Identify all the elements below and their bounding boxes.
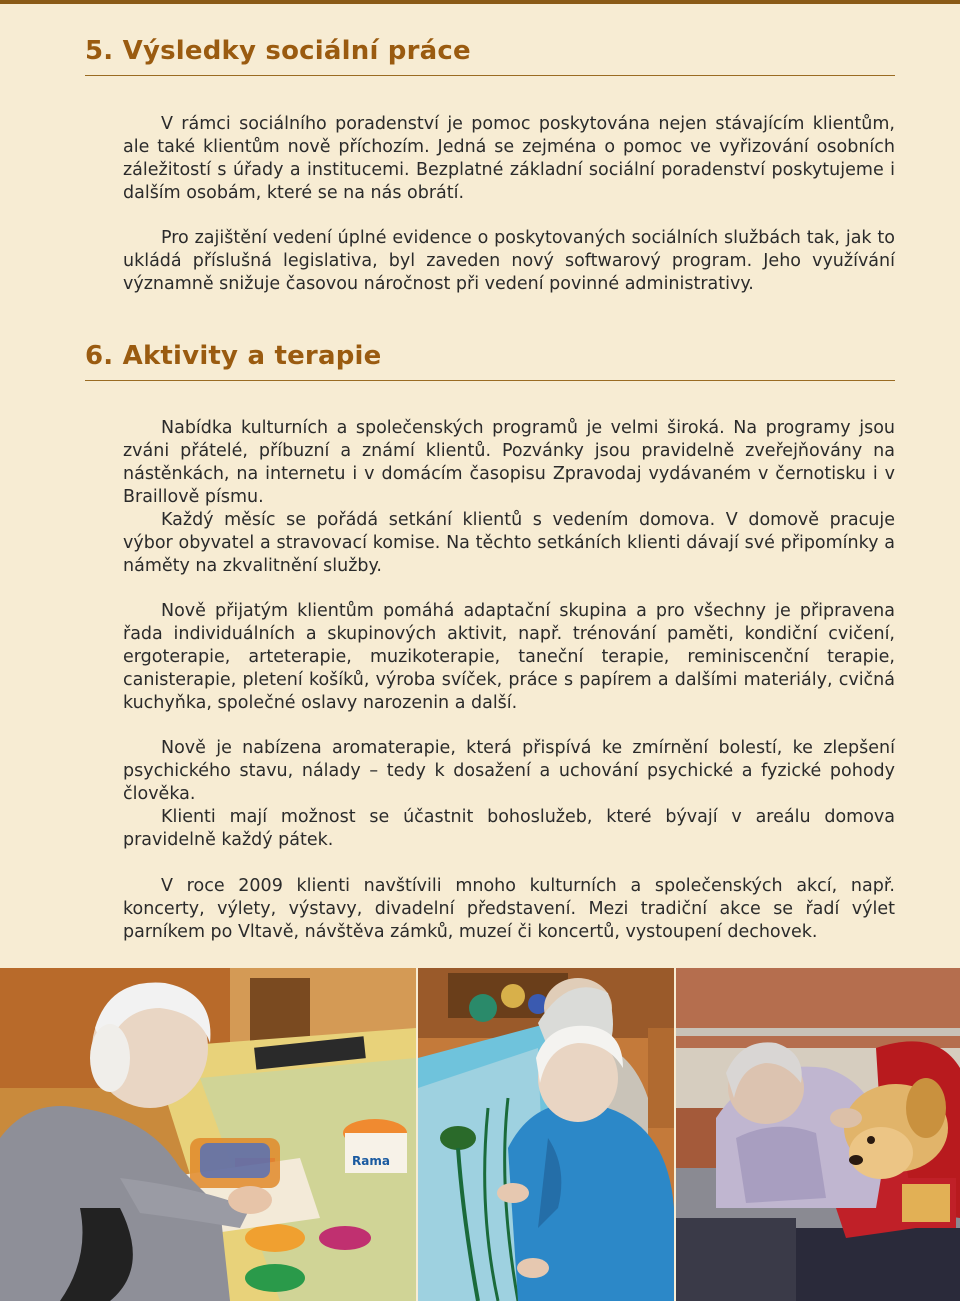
photo-canistherapy xyxy=(676,968,960,1301)
section-5-paragraph-1: V rámci sociálního poradenství je pomoc poskytována nejen stávajícím klientům, ale také klientům nově příchozím. Jedná se zejména o pomoc ve vyřizování osobních záležitostí s úřady a institucemi. Bezplatné základní sociální poradenství poskytujeme i dalším osobám, které se na nás obrátí. xyxy=(123,114,895,203)
section-6-paragraph-4: Nově je nabízena aromaterapie, která přispívá ke zmírnění bolestí, ke zlepšení psychického stavu, nálady – tedy k dosažení a uchování psychické a fyzické pohody člověka. xyxy=(123,738,895,804)
photo-craft-activity xyxy=(0,968,416,1301)
section-6-paragraph-1: Nabídka kulturních a společenských programů je velmi široká. Na programy jsou zváni přátelé, příbuzní a známí klientů. Pozvánky jsou pravidelně zveřejňovány na nástěnkách, na internetu i v domácím časopisu Zpravodaj vydávaném v černotisku i v Braillově písmu. xyxy=(123,418,895,507)
section-5-paragraph-2: Pro zajištění vedení úplné evidence o poskytovaných sociálních službách tak, jak to ukládá příslušná legislativa, byl zaveden nový softwarový program. Jeho využívání významně snižuje časovou náročnost při vedení povinné administrativy. xyxy=(123,228,895,294)
section-6-paragraph-2: Každý měsíc se pořádá setkání klientů s vedením domova. V domově pracuje výbor obyvatel a stravovací komise. Na těchto setkáních klienti dávají své připomínky a náměty na zkvalitnění služby. xyxy=(123,510,895,576)
jar-label: Rama xyxy=(352,1154,390,1168)
top-border-rule xyxy=(0,0,960,4)
section-5-divider xyxy=(85,75,895,76)
photo-knitting-activity xyxy=(418,968,674,1301)
section-6-paragraph-5: Klienti mají možnost se účastnit bohoslužeb, které bývají v areálu domova pravidelně každý pátek. xyxy=(123,807,895,850)
section-6-title: 6. Aktivity a terapie xyxy=(85,341,382,371)
section-6-paragraph-6: V roce 2009 klienti navštívili mnoho kulturních a společenských akcí, např. koncerty, výlety, výstavy, divadelní představení. Mezi tradiční akce se řadí výlet parníkem po Vltavě, návštěva zámků, muzeí či koncertů, vystoupení dechovek. xyxy=(123,876,895,942)
photo-strip xyxy=(0,968,960,1301)
section-6-paragraph-3: Nově přijatým klientům pomáhá adaptační skupina a pro všechny je připravena řada individuálních a skupinových aktivit, např. trénování paměti, kondiční cvičení, ergoterapie, arteterapie, muzikoterapie, taneční terapie, reminiscenční terapie, canisterapie, pletení košíků, výroba svíček, práce s papírem a dalšími materiály, cvičná kuchyňka, společné oslavy narozenin a další. xyxy=(123,601,895,713)
section-6-divider xyxy=(85,380,895,381)
section-5-title: 5. Výsledky sociální práce xyxy=(85,36,471,66)
